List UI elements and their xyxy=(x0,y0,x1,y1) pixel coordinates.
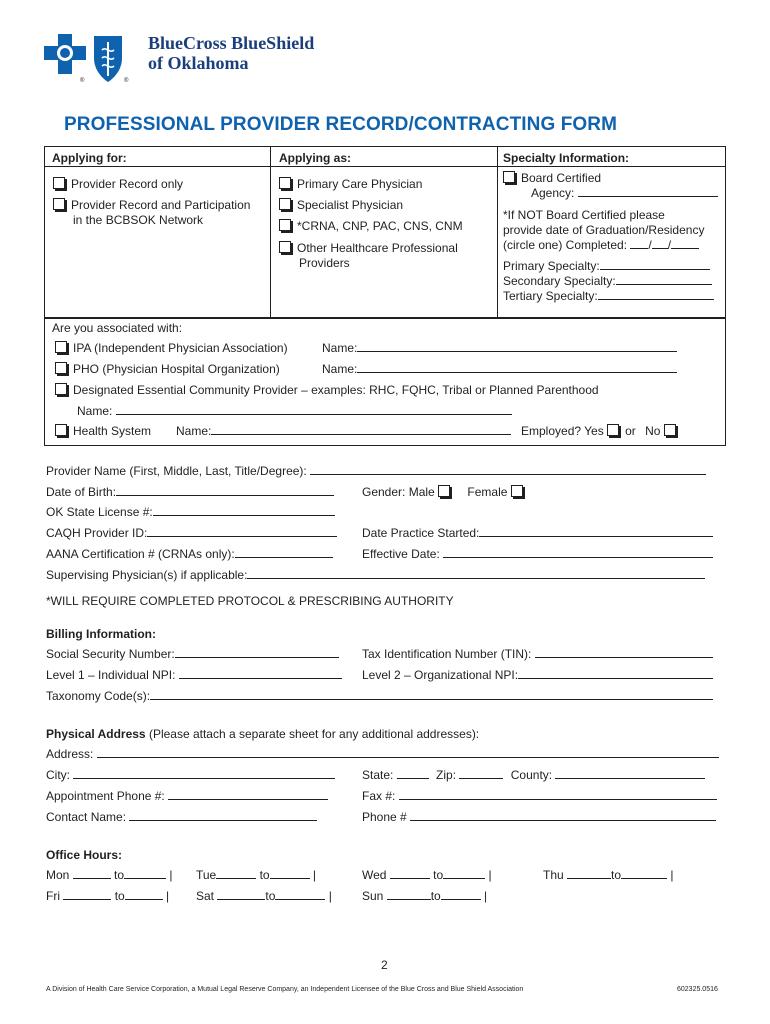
completed-date-field[interactable]: (circle one) Completed: / / xyxy=(503,238,699,252)
checkbox-icon[interactable] xyxy=(279,219,291,231)
svg-text:®: ® xyxy=(80,78,85,84)
checkbox-icon[interactable] xyxy=(55,383,67,395)
ssn-field[interactable]: Social Security Number: xyxy=(46,647,339,661)
tin-field[interactable]: Tax Identification Number (TIN): xyxy=(362,647,713,661)
brand-line1: BlueCross BlueShield xyxy=(148,33,315,53)
hours-tue[interactable]: Tue to | xyxy=(196,868,317,882)
table-col-divider-1 xyxy=(270,146,271,318)
state-zip-county: State: Zip: County: xyxy=(362,768,705,782)
hours-fri[interactable]: Fri to | xyxy=(46,889,170,903)
ipa-name-field[interactable]: Name: xyxy=(322,341,677,355)
option-other-professional[interactable]: Other Healthcare Professional xyxy=(279,241,458,255)
hours-sun[interactable]: Sun to | xyxy=(362,889,488,903)
health-system-name-field[interactable]: Name: xyxy=(176,424,511,438)
option-provider-record-only[interactable]: Provider Record only xyxy=(53,177,183,191)
svg-text:®: ® xyxy=(124,78,129,84)
protocol-note: *WILL REQUIRE COMPLETED PROTOCOL & PRESCRIBING AUTHORITY xyxy=(46,594,454,608)
form-title: PROFESSIONAL PROVIDER RECORD/CONTRACTING FORM xyxy=(64,114,618,135)
checkbox-icon[interactable] xyxy=(503,171,515,183)
hours-wed[interactable]: Wed to | xyxy=(362,868,492,882)
checkbox-icon[interactable] xyxy=(55,341,67,353)
fax-field[interactable]: Fax #: xyxy=(362,789,717,803)
board-note-1: *If NOT Board Certified please xyxy=(503,208,665,222)
association-question: Are you associated with: xyxy=(52,321,183,335)
npi2-field[interactable]: Level 2 – Organizational NPI: xyxy=(362,668,713,682)
agency-field[interactable]: Agency: xyxy=(531,186,718,200)
pho-name-field[interactable]: Name: xyxy=(322,362,677,376)
logo xyxy=(42,30,142,86)
specialty-heading: Specialty Information: xyxy=(503,151,630,165)
physical-heading: Physical Address (Please attach a separate sheet for any additional addresses): xyxy=(46,727,480,741)
employed-no-checkbox[interactable] xyxy=(664,424,676,436)
checkbox-icon[interactable] xyxy=(53,198,65,210)
date-started-field[interactable]: Date Practice Started: xyxy=(362,526,713,540)
appt-phone-field[interactable]: Appointment Phone #: xyxy=(46,789,328,803)
aana-field[interactable]: AANA Certification # (CRNAs only): xyxy=(46,547,333,561)
table-col-divider-2 xyxy=(497,146,498,318)
gender-female-checkbox[interactable] xyxy=(511,485,523,497)
ok-license-field[interactable]: OK State License #: xyxy=(46,505,335,519)
decp-name-field[interactable]: Name: xyxy=(77,404,512,418)
provider-name-field[interactable]: Provider Name (First, Middle, Last, Title/Degree): xyxy=(46,464,706,478)
npi1-field[interactable]: Level 1 – Individual NPI: xyxy=(46,668,342,682)
gender-male-checkbox[interactable] xyxy=(438,485,450,497)
checkbox-icon[interactable] xyxy=(55,362,67,374)
option-decp[interactable]: Designated Essential Community Provider – examples: RHC, FQHC, Tribal or Planned Parenthood xyxy=(55,383,599,397)
option-participation-line2: in the BCBSOK Network xyxy=(73,213,204,227)
billing-heading: Billing Information: xyxy=(46,627,156,641)
address-field[interactable]: Address: xyxy=(46,747,719,761)
option-other-line2: Providers xyxy=(299,256,350,270)
applying-for-heading: Applying for: xyxy=(52,151,127,165)
brand-name xyxy=(148,33,314,73)
hours-mon[interactable]: Mon to | xyxy=(46,868,173,882)
page-number: 2 xyxy=(381,958,388,972)
checkbox-icon[interactable] xyxy=(53,177,65,189)
hours-thu[interactable]: Thu to | xyxy=(543,868,674,882)
checkbox-icon[interactable] xyxy=(279,241,291,253)
primary-specialty-field[interactable]: Primary Specialty: xyxy=(503,259,710,273)
option-provider-participation[interactable]: Provider Record and Participation xyxy=(53,198,250,212)
hours-heading: Office Hours: xyxy=(46,848,123,862)
footer-disclaimer: A Division of Health Care Service Corporation, a Mutual Legal Reserve Company, an Independent Licensee of the Blue Cross and Blue Shield Association xyxy=(46,986,524,993)
taxonomy-field[interactable]: Taxonomy Code(s): xyxy=(46,689,713,703)
brand-line2: of Oklahoma xyxy=(148,53,249,73)
tertiary-specialty-field[interactable]: Tertiary Specialty: xyxy=(503,289,714,303)
table-divider xyxy=(44,166,726,167)
gender-field: Gender: Male Female xyxy=(362,485,529,499)
checkbox-icon[interactable] xyxy=(279,198,291,210)
employed-question: Employed? Yes or No xyxy=(521,424,682,438)
option-pcp[interactable]: Primary Care Physician xyxy=(279,177,422,191)
secondary-specialty-field[interactable]: Secondary Specialty: xyxy=(503,274,712,288)
contact-name-field[interactable]: Contact Name: xyxy=(46,810,317,824)
dob-field[interactable]: Date of Birth: xyxy=(46,485,334,499)
caqh-field[interactable]: CAQH Provider ID: xyxy=(46,526,337,540)
effective-date-field[interactable]: Effective Date: xyxy=(362,547,713,561)
option-pho[interactable]: PHO (Physician Hospital Organization) xyxy=(55,362,280,376)
board-note-2: provide date of Graduation/Residency xyxy=(503,223,705,237)
supervising-field[interactable]: Supervising Physician(s) if applicable: xyxy=(46,568,705,582)
applying-as-heading: Applying as: xyxy=(279,151,352,165)
state-field[interactable] xyxy=(397,768,429,779)
zip-field[interactable] xyxy=(459,768,503,779)
option-specialist[interactable]: Specialist Physician xyxy=(279,198,403,212)
checkbox-icon[interactable] xyxy=(279,177,291,189)
option-health-system[interactable]: Health System xyxy=(55,424,151,438)
phone-field[interactable]: Phone # xyxy=(362,810,716,824)
checkbox-icon[interactable] xyxy=(55,424,67,436)
option-ipa[interactable]: IPA (Independent Physician Association) xyxy=(55,341,288,355)
board-certified-option[interactable]: Board Certified xyxy=(503,171,601,185)
option-crna[interactable]: *CRNA, CNP, PAC, CNS, CNM xyxy=(279,219,463,233)
form-code: 602325.0516 xyxy=(677,986,718,993)
city-field[interactable]: City: xyxy=(46,768,335,782)
hours-sat[interactable]: Sat to | xyxy=(196,889,332,903)
employed-yes-checkbox[interactable] xyxy=(607,424,619,436)
county-field[interactable] xyxy=(555,768,705,779)
